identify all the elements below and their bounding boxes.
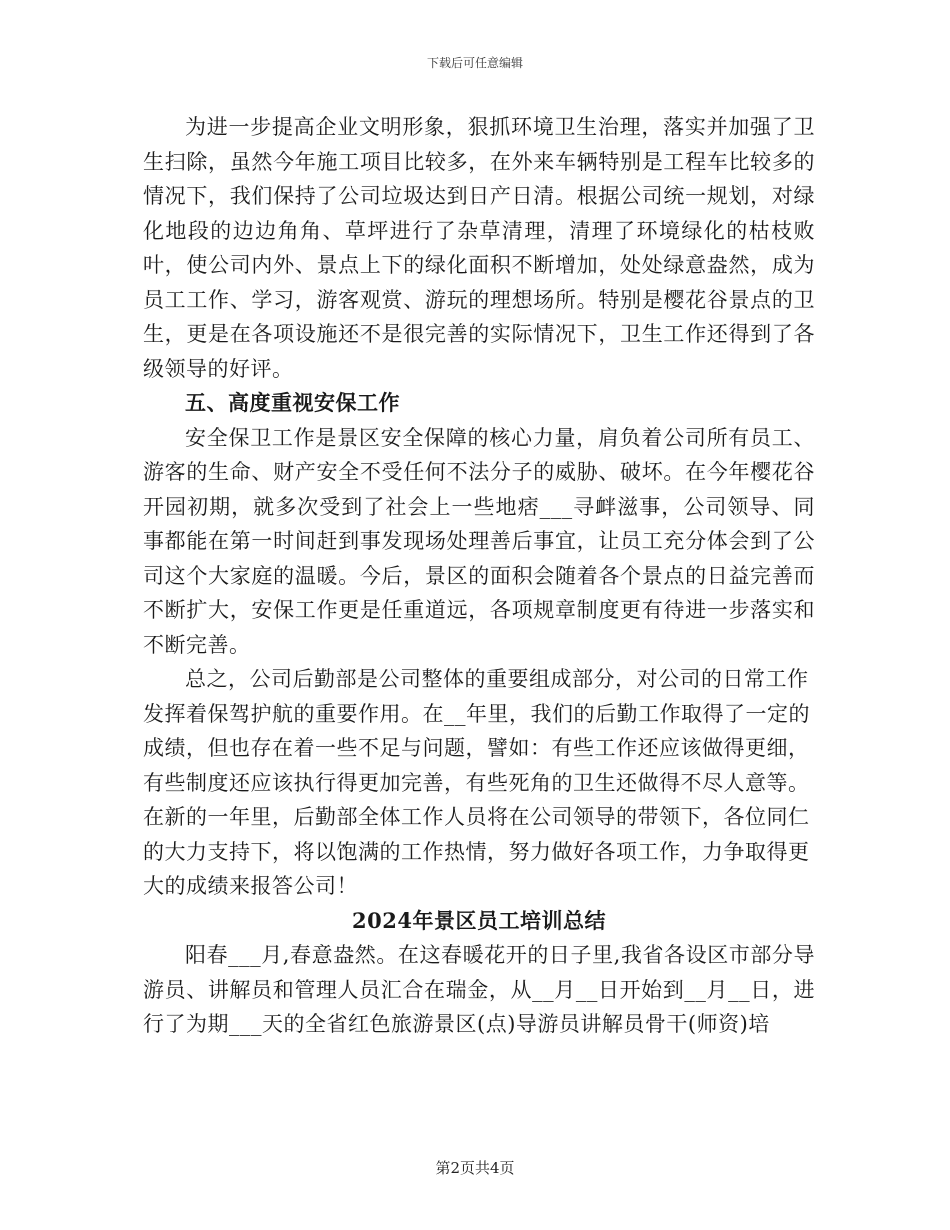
document-section-title: 2024年景区员工培训总结 xyxy=(352,907,606,933)
paragraph-sanitation: 为进一步提高企业文明形象，狠抓环境卫生治理，落实并加强了卫生扫除，虽然今年施工项目比较多，在外来车辆特别是工程车比较多的情况下，我们保持了公司垃圾达到日产日清。根据公司统一规划，对绿化地段的边边角角、草坪进行了杂草清理，清理了环境绿化的枯枝败叶，使公司内外、景点上下的绿化面积不断增加，处处绿意盎然，成为员工工作、学习，游客观赏、游玩的理想场所。特别是樱花谷景点的卫生，更是在各项设施还不是很完善的实际情况下，卫生工作还得到了各级领导的好评。 xyxy=(143,115,815,381)
paragraph-training-intro: 阳春___月,春意盎然。在这春暖花开的日子里,我省各设区市部分导游员、讲解员和管理人员汇合在瑞金，从__月__日开始到__月__日，进行了为期___天的全省红色旅游景区(点)导游员讲解员骨干(师资)培 xyxy=(143,943,815,1036)
paragraph-security: 安全保卫工作是景区安全保障的核心力量，肩负着公司所有员工、游客的生命、财产安全不受任何不法分子的威胁、破坏。在今年樱花谷开园初期，就多次受到了社会上一些地痞___寻衅滋事，公司领导、同事都能在第一时间赶到事发现场处理善后事宜，让员工充分体会到了公司这个大家庭的温暖。今后，景区的面积会随着各个景点的日益完善而不断扩大，安保工作更是任重道远，各项规章制度更有待进一步落实和不断完善。 xyxy=(143,425,815,657)
page-footer-number: 第2页共4页 xyxy=(435,1159,515,1177)
paragraph-summary: 总之，公司后勤部是公司整体的重要组成部分，对公司的日常工作发挥着保驾护航的重要作用。在__年里，我们的后勤工作取得了一定的成绩，但也存在着一些不足与问题，譬如：有些工作还应该做得更细，有些制度还应该执行得更加完善，有些死角的卫生还做得不尽人意等。在新的一年里，后勤部全体工作人员将在公司领导的带领下，各位同仁的大力支持下，将以饱满的工作热情，努力做好各项工作，力争取得更大的成绩来报答公司！ xyxy=(143,667,810,898)
page-header-note: 下载后可任意编辑 xyxy=(426,56,523,70)
document-body xyxy=(143,110,815,1042)
section-heading-security: 五、高度重视安保工作 xyxy=(185,390,400,415)
